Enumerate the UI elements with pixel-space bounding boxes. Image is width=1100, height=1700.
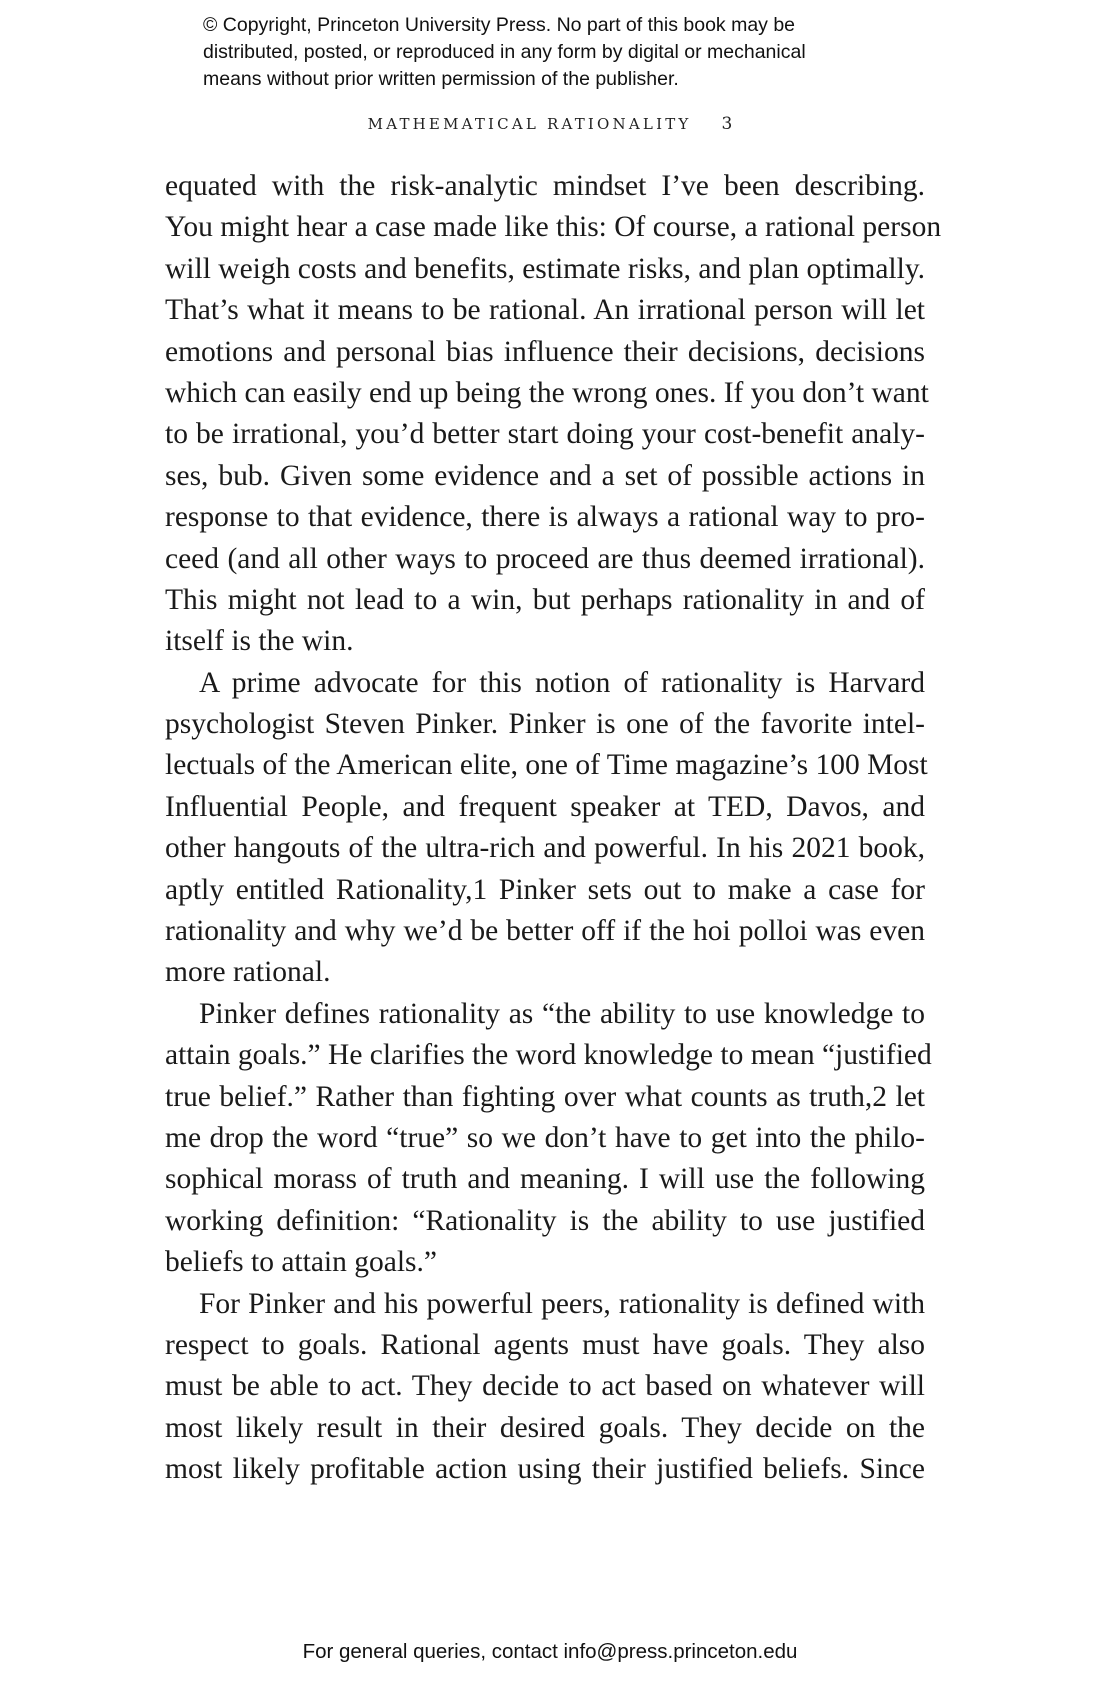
text-line: beliefs to attain goals.” <box>165 1246 437 1279</box>
text-line: working definition: “Rationality is the ability to use justified <box>165 1204 925 1237</box>
text-line: ceed (and all other ways to proceed are thus deemed irrational). <box>165 542 925 575</box>
text-line: must be able to act. They decide to act based on whatever will <box>165 1370 925 1403</box>
text-line: ses, bub. Given some evidence and a set of possible actions in <box>165 459 925 492</box>
body-text <box>165 166 942 1491</box>
text-line: For Pinker and his powerful peers, rationality is defined with <box>199 1287 925 1320</box>
copyright-line: distributed, posted, or reproduced in any form by digital or mechanical <box>203 41 806 63</box>
text-line: most likely profitable action using their justified beliefs. Since <box>165 1453 925 1486</box>
text-line: attain goals.” He clarifies the word knowledge to mean “justified <box>165 1039 932 1072</box>
text-line: You might hear a case made like this: Of course, a rational person <box>165 211 942 244</box>
text-line: to be irrational, you’d better start doing your cost-benefit analy- <box>165 418 925 451</box>
copyright-notice <box>203 12 983 93</box>
text-line: A prime advocate for this notion of rationality is Harvard <box>199 666 925 699</box>
copyright-line: © Copyright, Princeton University Press. No part of this book may be <box>203 14 796 36</box>
text-line: Influential People, and frequent speaker at TED, Davos, and <box>165 790 925 823</box>
text-line: sophical morass of truth and meaning. I will use the following <box>165 1163 925 1196</box>
running-head <box>0 114 1100 134</box>
text-line: itself is the win. <box>165 625 354 658</box>
running-title: MATHEMATICAL RATIONALITY <box>367 115 692 133</box>
text-line: Pinker defines rationality as “the ability to use knowledge to <box>199 997 925 1030</box>
text-line: more rational. <box>165 956 331 989</box>
text-line: equated with the risk-analytic mindset I’ve been describing. <box>165 170 925 202</box>
text-line: aptly entitled Rationality,1 Pinker sets out to make a case for <box>165 873 925 906</box>
text-line: most likely result in their desired goals. They decide on the <box>165 1411 925 1444</box>
text-line: response to that evidence, there is always a rational way to pro- <box>165 501 925 534</box>
text-line: rationality and why we’d be better off if the hoi polloi was even <box>165 915 925 948</box>
text-line: will weigh costs and benefits, estimate risks, and plan optimally. <box>165 252 926 285</box>
text-line: which can easily end up being the wrong ones. If you don’t want <box>165 376 929 409</box>
text-line: true belief.” Rather than fighting over what counts as truth,2 let <box>165 1080 925 1113</box>
text-line: lectuals of the American elite, one of Time magazine’s 100 Most <box>165 749 928 782</box>
text-line: respect to goals. Rational agents must have goals. They also <box>165 1328 925 1361</box>
footer-contact: For general queries, contact info@press.princeton.edu <box>302 1640 798 1663</box>
text-line: That’s what it means to be rational. An irrational person will let <box>165 294 925 327</box>
text-line: psychologist Steven Pinker. Pinker is one of the favorite intel- <box>165 708 925 741</box>
page-number: 3 <box>721 114 733 134</box>
text-line: This might not lead to a win, but perhaps rationality in and of <box>165 583 925 616</box>
copyright-line: means without prior written permission of the publisher. <box>203 68 679 90</box>
text-line: me drop the word “true” so we don’t have to get into the philo- <box>165 1121 925 1154</box>
text-line: other hangouts of the ultra-rich and powerful. In his 2021 book, <box>165 832 925 865</box>
text-line: emotions and personal bias influence their decisions, decisions <box>165 335 925 368</box>
